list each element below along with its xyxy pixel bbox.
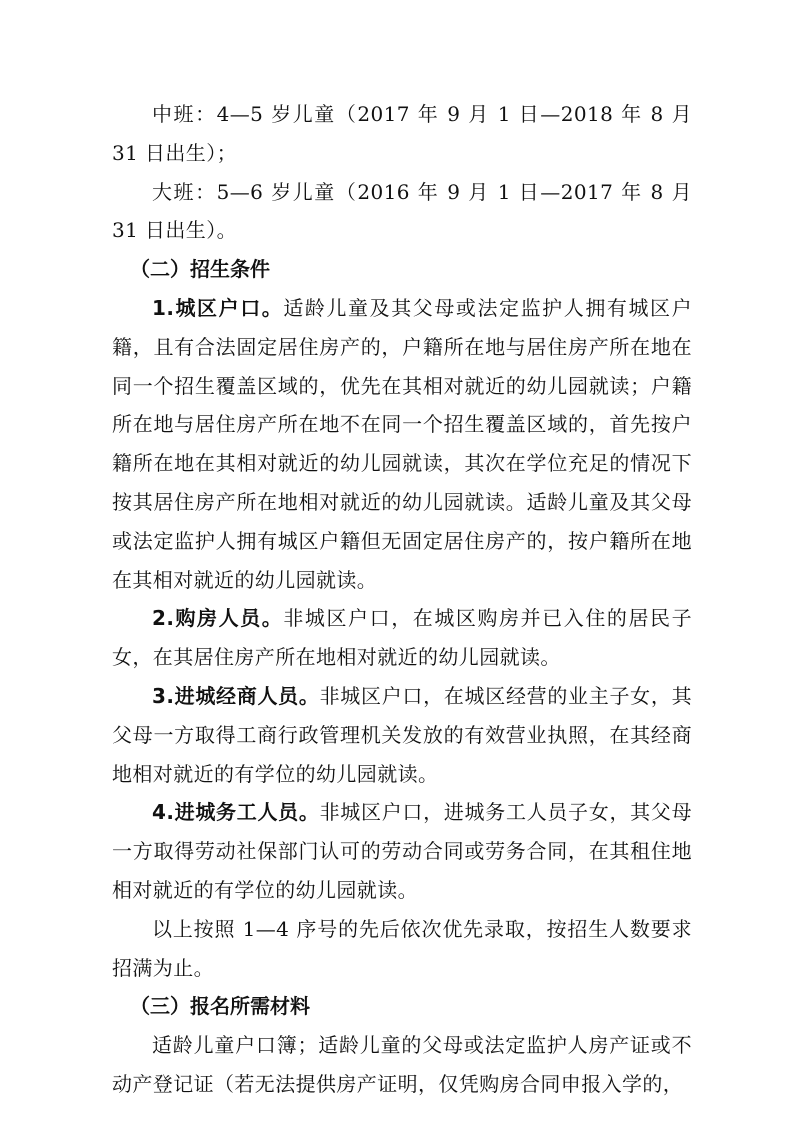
item-2-paragraph (112, 599, 692, 677)
item-3-paragraph (112, 677, 692, 793)
senior-class-line: 大班：5—6 岁儿童（2016 年 9 月 1 日—2017 年 8 月 31 日出生）。 (112, 179, 692, 243)
item-2-text: 非城区户口，在城区购房并已入住的居民子女，在其居住房产所在地相对就近的幼儿园就读。 (112, 606, 692, 670)
item-4-lead: 4.进城务工人员。 (152, 800, 320, 825)
section-3-heading: （三）报名所需材料 (130, 994, 310, 1019)
materials-paragraph: 适龄儿童户口簿；适龄儿童的父母或法定监护人房产证或不动产登记证（若无法提供房产证明，仅凭购房合同申报入学的， (112, 1033, 692, 1096)
item-3-lead: 3.进城经商人员。 (152, 683, 320, 708)
item-1-lead: 1.城区户口。 (152, 295, 284, 320)
section-2-heading: （二）招生条件 (130, 257, 270, 282)
class-age-list (112, 95, 692, 250)
item-4-paragraph (112, 793, 692, 909)
item-2-lead: 2.购房人员。 (152, 606, 284, 631)
item-1-paragraph (112, 289, 692, 599)
item-3-text: 非城区户口，在城区经营的业主子女，其父母一方取得工商行政管理机关发放的有效营业执照，在其经商地相对就近的有学位的幼儿园就读。 (112, 683, 692, 786)
item-1-text: 适龄儿童及其父母或法定监护人拥有城区户籍，且有合法固定居住房产的，户籍所在地与居住房产所在地在同一个招生覆盖区域的，优先在其相对就近的幼儿园就读；户籍所在地与居住房产所在地不在同一个招生覆盖区域的，首先按户籍所在地在其相对就近的幼儿园就读，其次在学位充足的情况下按其居住房产所在地相对就近的幼儿园就读。适龄儿童及其父母或法定监护人拥有城区户籍但无固定居住房产的，按户籍所在地在其相对就近的幼儿园就读。 (112, 295, 692, 592)
middle-class-line: 中班：4—5 岁儿童（2017 年 9 月 1 日—2018 年 8 月 31 日出生）； (112, 102, 692, 165)
document-body (112, 95, 692, 1104)
priority-paragraph: 以上按照 1—4 序号的先后依次优先录取，按招生人数要求招满为止。 (112, 916, 692, 980)
item-4-text: 非城区户口，进城务工人员子女，其父母一方取得劳动社保部门认可的劳动合同或劳务合同，在其租住地相对就近的有学位的幼儿园就读。 (112, 800, 692, 902)
